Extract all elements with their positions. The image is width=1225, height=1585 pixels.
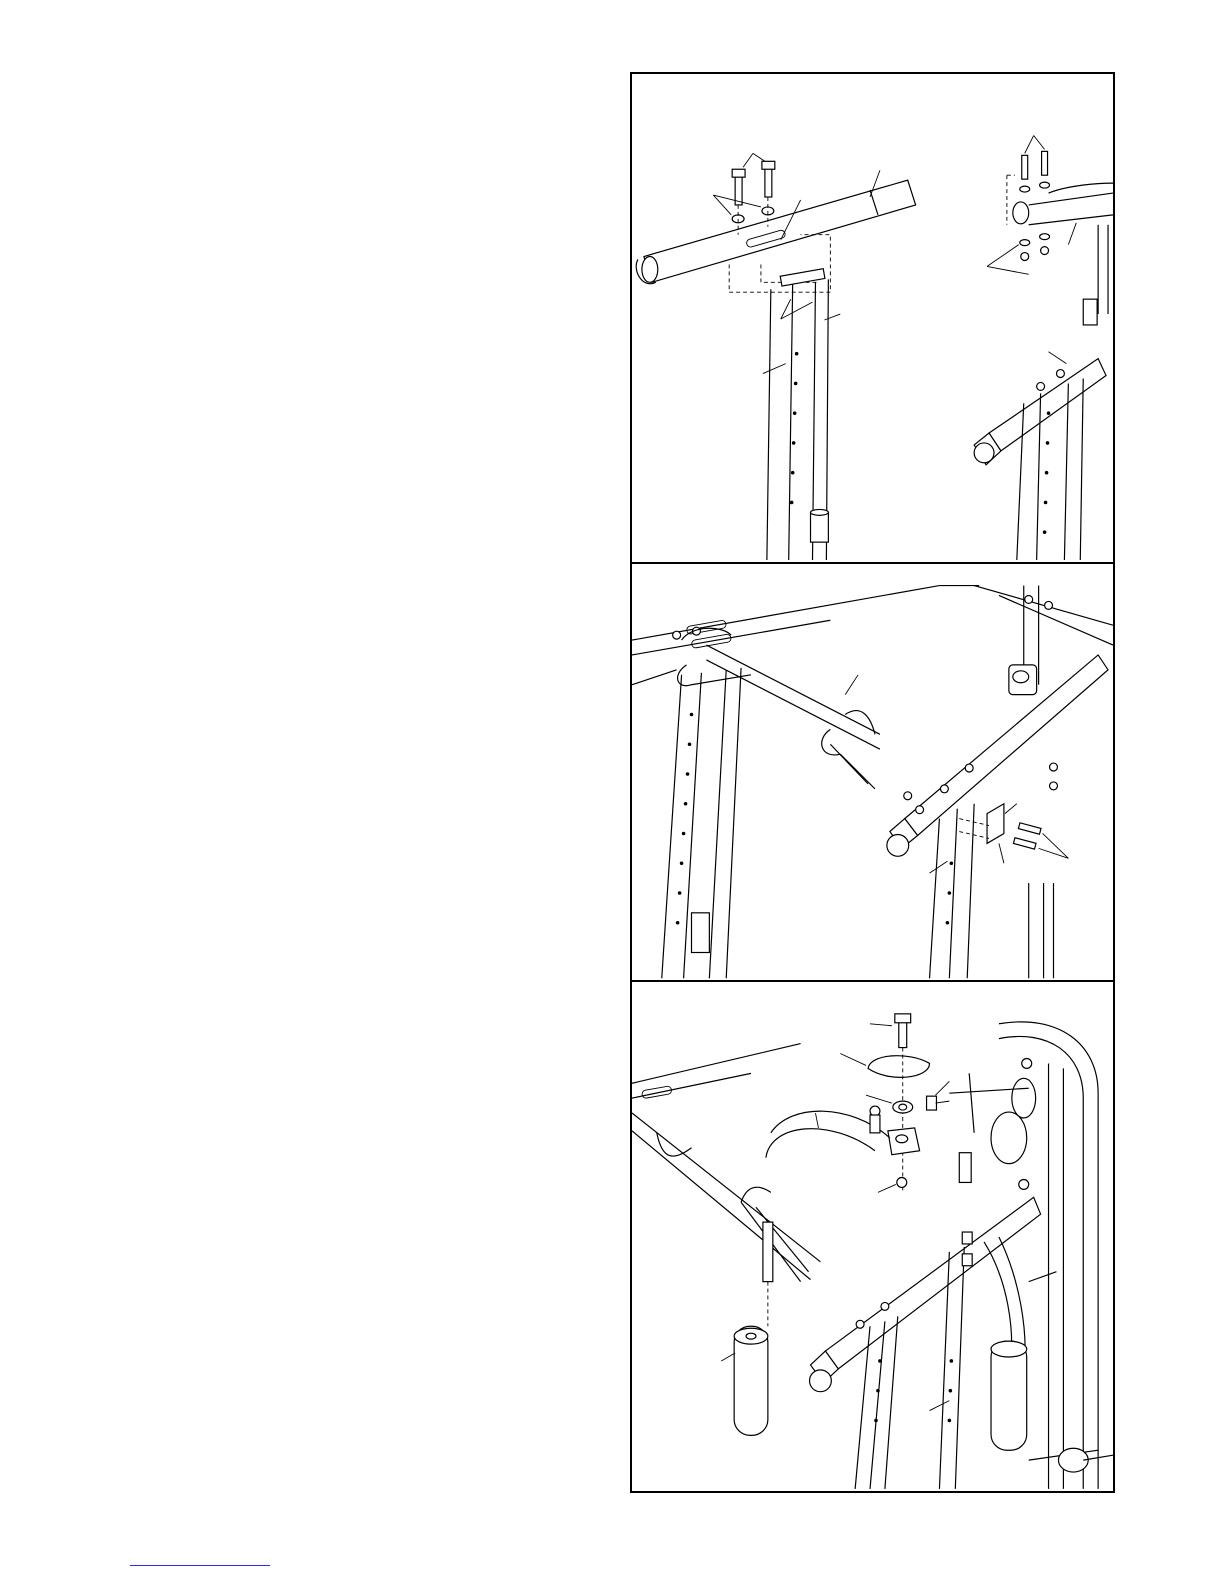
diagram-panel-3	[632, 982, 1113, 1491]
pulley-assembly-drawing	[632, 982, 1113, 1491]
assembly-diagram-frame	[630, 72, 1115, 1493]
handle-assembly-drawing	[632, 564, 1113, 980]
bolt-icon	[732, 161, 775, 205]
footer-link-underline[interactable]	[130, 1565, 270, 1566]
crossbar-assembly-drawing	[632, 74, 1113, 562]
diagram-panel-1	[632, 74, 1113, 564]
diagram-panel-2	[632, 564, 1113, 982]
